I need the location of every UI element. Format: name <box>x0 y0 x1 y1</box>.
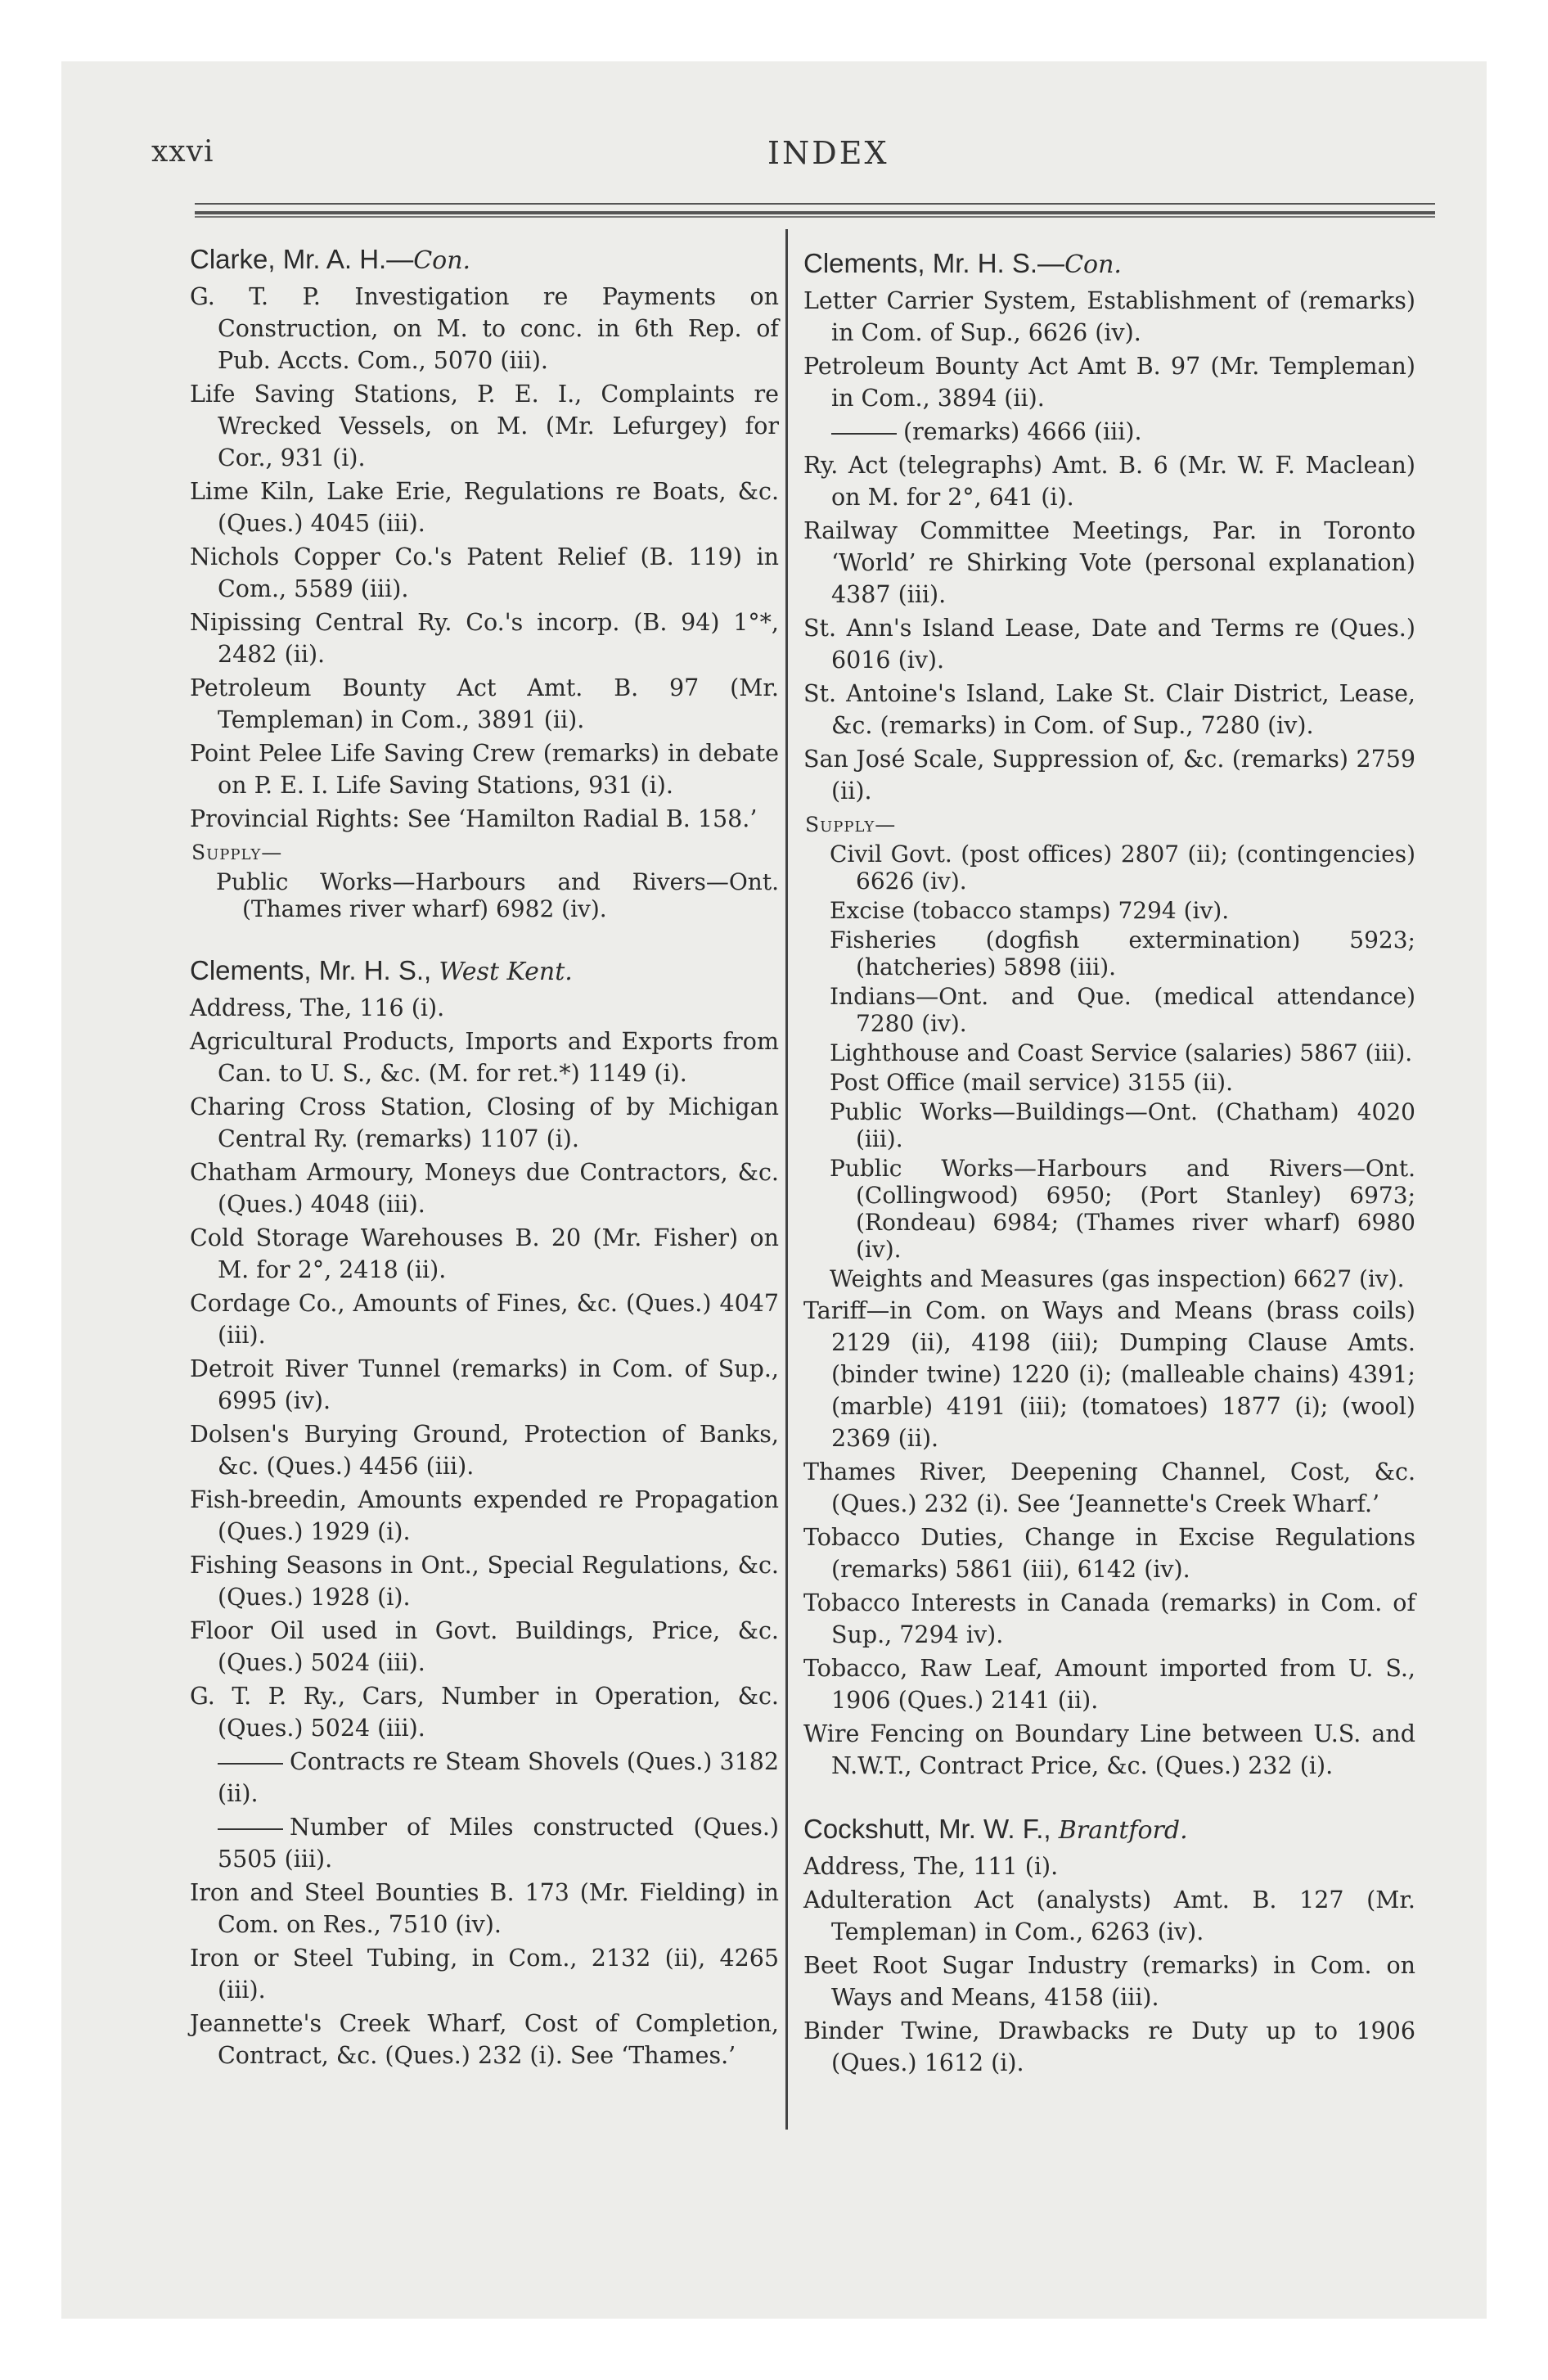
column-divider <box>785 229 788 2130</box>
index-entry: Address, The, 116 (i). <box>190 994 445 1021</box>
index-entry: Tobacco Duties, Change in Excise Regulations (remarks) 5861 (iii), 6142 (iv). <box>803 1524 1415 1583</box>
index-heading: Clarke, Mr. A. H.—Con. <box>190 244 471 275</box>
index-entry: Tobacco, Raw Leaf, Amount imported from U. S., 1906 (Ques.) 2141 (ii). <box>803 1655 1415 1714</box>
index-entry: Life Saving Stations, P. E. I., Complaints re Wrecked Vessels, on M. (Mr. Lefurgey) for Cor., 931 (i). <box>190 381 779 471</box>
supply-entry: Public Works—Buildings—Ont. (Chatham) 4020 (iii). <box>830 1098 1415 1152</box>
index-heading: Clements, Mr. H. S.—Con. <box>803 248 1122 279</box>
supply-label: Supply— <box>191 841 283 864</box>
index-heading: Cockshutt, Mr. W. F., Brantford. <box>803 1814 1188 1845</box>
index-entry: Agricultural Products, Imports and Exports from Can. to U. S., &c. (M. for ret.*) 1149 (i). <box>190 1028 779 1087</box>
index-entry: Charing Cross Station, Closing of by Michigan Central Ry. (remarks) 1107 (i). <box>190 1093 779 1152</box>
ditto-dash <box>831 433 897 435</box>
index-entry: Petroleum Bounty Act Amt B. 97 (Mr. Templeman) in Com., 3894 (ii). <box>803 353 1415 412</box>
index-entry: Petroleum Bounty Act Amt. B. 97 (Mr. Templeman) in Com., 3891 (ii). <box>190 674 779 733</box>
index-entry: San José Scale, Suppression of, &c. (remarks) 2759 (ii). <box>803 746 1415 805</box>
index-entry: Tobacco Interests in Canada (remarks) in Com. of Sup., 7294 iv). <box>803 1589 1415 1648</box>
index-entry: Point Pelee Life Saving Crew (remarks) in debate on P. E. I. Life Saving Stations, 931 (i). <box>190 740 779 799</box>
index-entry: Nipissing Central Ry. Co.'s incorp. (B. 94) 1°*, 2482 (ii). <box>190 609 779 668</box>
supply-entry: Civil Govt. (post offices) 2807 (ii); (contingencies) 6626 (iv). <box>830 841 1415 895</box>
index-entry: Ry. Act (telegraphs) Amt. B. 6 (Mr. W. F. Maclean) on M. for 2°, 641 (i). <box>803 452 1415 511</box>
supply-entry: Public Works—Harbours and Rivers—Ont. (Thames river wharf) 6982 (iv). <box>216 868 779 922</box>
index-subentry: (remarks) 4666 (iii). <box>803 416 1415 448</box>
index-entry: Fishing Seasons in Ont., Special Regulations, &c. (Ques.) 1928 (i). <box>190 1552 779 1611</box>
index-entry: Floor Oil used in Govt. Buildings, Price, &c. (Ques.) 5024 (iii). <box>190 1617 779 1676</box>
header-rule <box>195 211 1435 214</box>
index-subentry: Contracts re Steam Shovels (Ques.) 3182 (ii). <box>218 1748 779 1807</box>
index-entry: Iron or Steel Tubing, in Com., 2132 (ii), 4265 (iii). <box>190 1945 779 2004</box>
index-entry: Letter Carrier System, Establishment of (remarks) in Com. of Sup., 6626 (iv). <box>803 287 1415 346</box>
header-rule <box>195 216 1435 218</box>
supply-label: Supply— <box>805 813 897 836</box>
index-entry: Iron and Steel Bounties B. 173 (Mr. Fielding) in Com. on Res., 7510 (iv). <box>190 1879 779 1938</box>
page-number: xxvi <box>151 135 214 169</box>
ditto-dash <box>218 1763 283 1765</box>
index-entry: Thames River, Deepening Channel, Cost, &c. (Ques.) 232 (i). See ‘Jeannette's Creek Wharf.’ <box>803 1458 1415 1517</box>
index-entry: Chatham Armoury, Moneys due Contractors, &c. (Ques.) 4048 (iii). <box>190 1159 779 1218</box>
index-entry: Railway Committee Meetings, Par. in Toronto ‘World’ re Shirking Vote (personal explanation) 4387 (iii). <box>803 517 1415 608</box>
supply-entry: Post Office (mail service) 3155 (ii). <box>830 1069 1234 1096</box>
index-entry: Tariff—in Com. on Ways and Means (brass coils) 2129 (ii), 4198 (iii); Dumping Clause Amts. (binder twine) 1220 (i); (malleable chains) 4391; (marble) 4191 (iii); (tomatoes) 1877 (i); (wool) 2369 (ii). <box>803 1297 1415 1452</box>
supply-entry: Weights and Measures (gas inspection) 6627 (iv). <box>830 1265 1405 1292</box>
left-column <box>190 241 779 2073</box>
index-entry: Detroit River Tunnel (remarks) in Com. of Sup., 6995 (iv). <box>190 1355 779 1414</box>
supply-entry: Indians—Ont. and Que. (medical attendance) 7280 (iv). <box>830 983 1415 1037</box>
index-entry: Beet Root Sugar Industry (remarks) in Com. on Ways and Means, 4158 (iii). <box>803 1952 1415 2011</box>
index-entry: Nichols Copper Co.'s Patent Relief (B. 119) in Com., 5589 (iii). <box>190 543 779 602</box>
index-entry: G. T. P. Ry., Cars, Number in Operation, &c. (Ques.) 5024 (iii). <box>190 1683 779 1742</box>
index-entry: Wire Fencing on Boundary Line between U.S. and N.W.T., Contract Price, &c. (Ques.) 232 (i). <box>803 1720 1415 1779</box>
index-entry: Cold Storage Warehouses B. 20 (Mr. Fisher) on M. for 2°, 2418 (ii). <box>190 1224 779 1283</box>
page-title: INDEX <box>767 135 889 171</box>
index-subentry: Number of Miles constructed (Ques.) 5505 (iii). <box>218 1814 779 1873</box>
supply-entry: Excise (tobacco stamps) 7294 (iv). <box>830 897 1230 924</box>
ditto-dash <box>218 1828 283 1830</box>
index-entry: St. Antoine's Island, Lake St. Clair District, Lease, &c. (remarks) in Com. of Sup., 7280 (iv). <box>803 680 1415 739</box>
supply-entry: Public Works—Harbours and Rivers—Ont. (Collingwood) 6950; (Port Stanley) 6973; (Rondeau) 6984; (Thames river wharf) 6980 (iv). <box>830 1155 1415 1263</box>
index-entry: Provincial Rights: See ‘Hamilton Radial B. 158.’ <box>190 805 758 832</box>
index-entry: Jeannette's Creek Wharf, Cost of Completion, Contract, &c. (Ques.) 232 (i). See ‘Thames.’ <box>190 2010 779 2069</box>
index-entry: Adulteration Act (analysts) Amt. B. 127 (Mr. Templeman) in Com., 6263 (iv). <box>803 1886 1415 1945</box>
index-entry: G. T. P. Investigation re Payments on Construction, on M. to conc. in 6th Rep. of Pub. Accts. Com., 5070 (iii). <box>190 283 779 374</box>
supply-entry: Fisheries (dogfish extermination) 5923; (hatcheries) 5898 (iii). <box>830 926 1415 980</box>
index-entry: Binder Twine, Drawbacks re Duty up to 1906 (Ques.) 1612 (i). <box>803 2017 1415 2076</box>
index-entry: Address, The, 111 (i). <box>803 1853 1059 1880</box>
index-entry: Lime Kiln, Lake Erie, Regulations re Boats, &c. (Ques.) 4045 (iii). <box>190 478 779 537</box>
index-entry: St. Ann's Island Lease, Date and Terms re (Ques.) 6016 (iv). <box>803 615 1415 674</box>
right-column <box>803 246 1415 2080</box>
index-heading: Clements, Mr. H. S., West Kent. <box>190 955 573 986</box>
index-entry: Fish-breedin, Amounts expended re Propagation (Ques.) 1929 (i). <box>190 1486 779 1545</box>
header-rule <box>195 203 1435 205</box>
supply-entry: Lighthouse and Coast Service (salaries) 5867 (iii). <box>830 1039 1413 1066</box>
index-entry: Cordage Co., Amounts of Fines, &c. (Ques.) 4047 (iii). <box>190 1290 779 1349</box>
index-entry: Dolsen's Burying Ground, Protection of Banks, &c. (Ques.) 4456 (iii). <box>190 1421 779 1480</box>
